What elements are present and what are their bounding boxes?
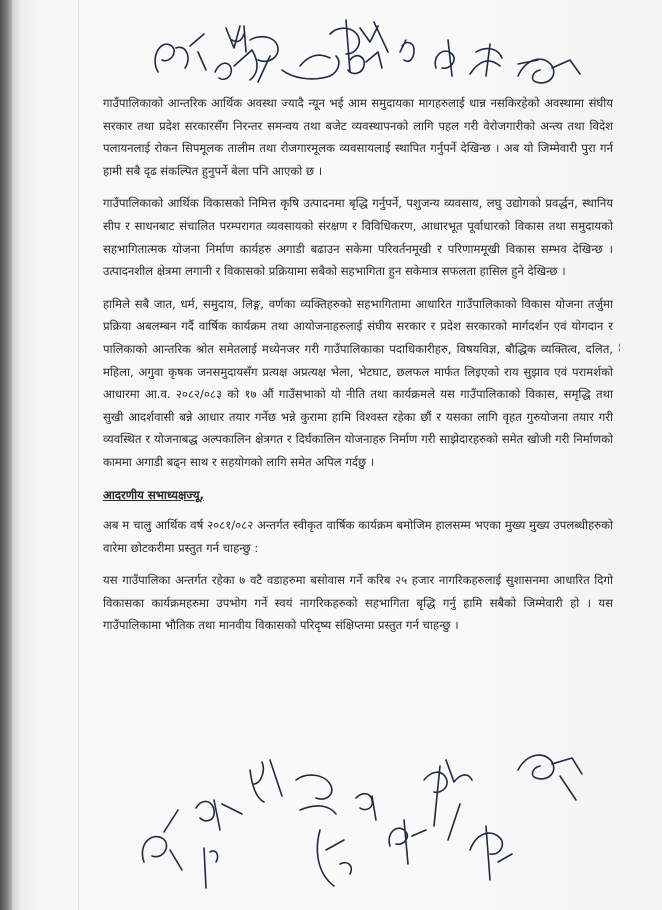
paragraph-5: यस गाउँपालिका अन्तर्गत रहेका ७ वटै वडाहरुमा बसोवास गर्ने करिब २५ हजार नागरिकहरुलाई सुशासनमा आधारित दिगो विकासका कार्यक्रमहरुमा उपभोग गर्ने स्वयं नागरिकहरुको सहभागिता बृद्धि गर्नु हामि सबैको जिम्मेवारी हो । यस गाउँपालिकामा भौतिक तथा मानवीय विकासको परिदृष्य संक्षिप्तमा प्रस्तुत गर्न चाहन्छु । (103, 573, 613, 633)
paragraph-4: अब म चालु आर्थिक वर्ष २०८१/०८२ अन्तर्गत स्वीकृत वार्षिक कार्यक्रम बमोजिम हालसम्म भएका मुख्य मुख्य उपलब्धीहरुको वारेमा छोटकरीमा प्रस्तुत गर्न चाहन्छु : (103, 518, 613, 555)
paragraph-3: हामिले सबै जात, धर्म, समुदाय, लिङ्ग, वर्णका व्यक्तिहरुको सहभागितामा आधारित गाउँपालिकाको विकास योजना तर्जुमा प्रक्रिया अबलम्बन गर्दै वार्षिक कार्यक्रम तथा आयोजनाहरुलाई संघीय सरकार र प्रदेश सरकारको मार्गदर्शन एवं योगदान र पालिकाको आन्तरिक श्रोत समेतलाई मध्येनजर गरी गाउँपालिकाका पदाधिकारीहरु, विषयविज्ञ, बौद्धिक व्यक्तित्व, दलित, महिला, अगुवा कृषक जनसमुदायसँग प्रत्यक्ष अप्रत्यक्ष भेला, भेटघाट, छलफल मार्फत लिइएको राय सुझाव एवं परामर्शको आधारमा आ.व. २०८२/०८३ को १७ औं गाउँसभाको यो नीति तथा कार्यक्रमले यस गाउँपालिकाको विकास, समृद्धि तथा सुखी आदर्शवासी बन्ने आधार तयार गर्नेछ भन्ने कुरामा हामि विश्वस्त रहेका छौं र यसका लागि वृहत गुरुयोजना तयार गरी व्यवस्थित र योजनाबद्ध अल्पकालिन क्षेत्रगत र दिर्घकालिन योजनाहरु निर्माण गरी साझेदारहरुको समेत खोजी गरी निर्माणको काममा अगाडी बढ्न साथ र सहयोगको लागि समेत अपिल गर्दछु । (103, 296, 613, 469)
section-heading: आदरणीय सभाध्यक्षज्यू, (103, 487, 205, 502)
binding-shadow (0, 0, 12, 910)
document-body (103, 92, 613, 647)
margin-mark: ¦ (618, 343, 622, 353)
margin-line (78, 0, 79, 910)
paragraph-1: गाउँपालिकाको आन्तरिक आर्थिक अवस्था ज्यादै न्यून भई आम समुदायका मागहरुलाई धान्न नसकिरहेको अवस्थामा संघीय सरकार तथा प्रदेश सरकारसँग निरन्तर समन्वय तथा बजेट व्यवस्थापनको लागि पहल गरी वेरोजगारीको अन्त्य तथा विदेश पलायनलाई रोकन सिपमूलक तालीम तथा रोजगारमूलक व्यवसायलाई स्थापित गर्नुपर्ने देखिन्छ । अब यो जिम्मेवारी पुरा गर्न हामी सबै दृढ संकल्पित हुनुपर्ने बेला पनि आएको छ । (103, 96, 613, 178)
paragraph-2: गाउँपालिकाको आर्थिक विकासको निमित्त कृषि उत्पादनमा बृद्धि गर्नुपर्ने, पशुजन्य व्यवसाय, लघु उद्योगको प्रवर्द्धन, स्थानिय सीप र साधनबाट संचालित परम्परागत व्यवसायको संरक्षण र विविधिकरण, आधारभूत पूर्वाधारको विकास तथा समुदायको सहभागितात्मक योजना निर्माण कार्यहरु अगाडी बढाउन सकेमा परिवर्तनमूखी र परिणाममूखी विकास सम्भव देखिन्छ । उत्पादनशील क्षेत्रमा लगानी र विकासको प्रक्रियामा सबैको सहभागिता हुन सकेमात्र सफलता हासिल हुने देखिन्छ । (103, 196, 613, 279)
signatures-bottom (0, 740, 662, 910)
